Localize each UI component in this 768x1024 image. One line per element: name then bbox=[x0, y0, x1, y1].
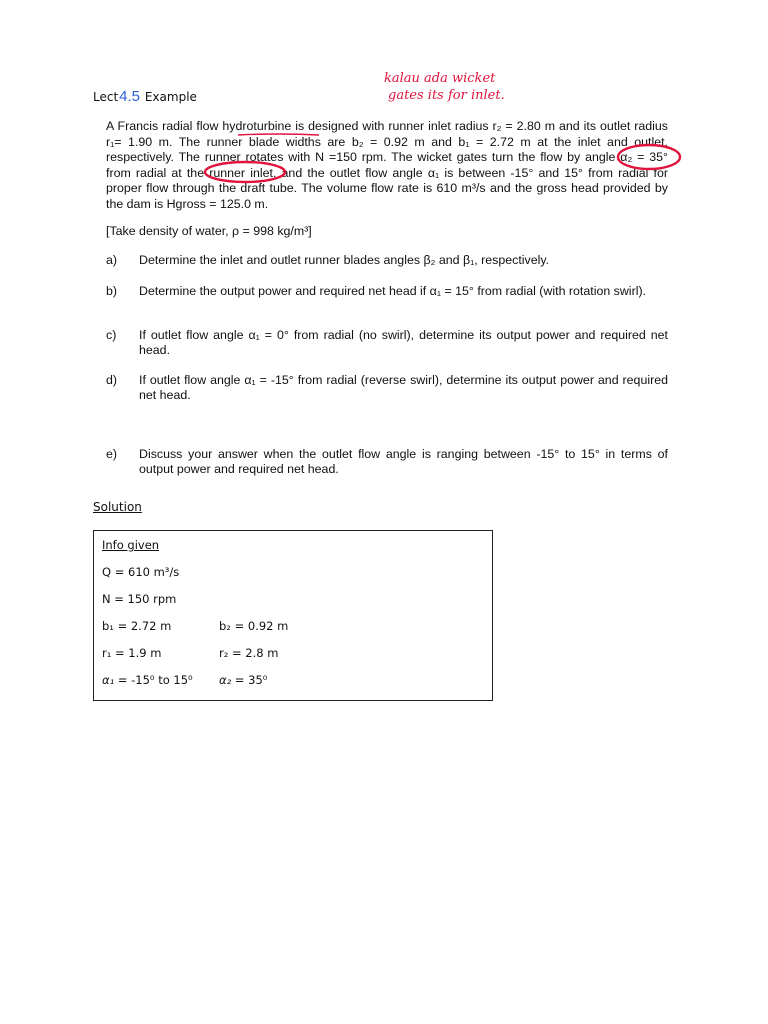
lecture-prefix: Lect bbox=[93, 90, 119, 104]
alpha1-symbol: α₁ bbox=[102, 673, 115, 687]
lecture-header bbox=[93, 88, 197, 105]
r1-value: r₁ = 1.9 m bbox=[102, 646, 162, 660]
part-a bbox=[106, 253, 668, 268]
r2-value: r₂ = 2.8 m bbox=[219, 646, 279, 660]
b2-value: b₂ = 0.92 m bbox=[219, 619, 289, 633]
lecture-suffix: Example bbox=[141, 90, 197, 104]
part-text: Determine the output power and required net head if α₁ = 15° from radial (with rotation swirl). bbox=[139, 284, 647, 298]
density-note: [Take density of water, ρ = 998 kg/m³] bbox=[106, 224, 312, 238]
part-text: Discuss your answer when the outlet flow angle is ranging between -15° to 15° in terms of output power and required net head. bbox=[139, 447, 668, 477]
solution-heading: Solution bbox=[93, 500, 142, 514]
part-text: Determine the inlet and outlet runner blades angles β₂ and β₁, respectively. bbox=[139, 253, 550, 267]
alpha1-value bbox=[102, 673, 193, 687]
flow-rate-value: Q = 610 m³/s bbox=[102, 565, 180, 579]
part-text: If outlet flow angle α₁ = 0° from radial (no swirl), determine its output power and required net head. bbox=[139, 328, 668, 358]
alpha2-angle: = 35⁰ bbox=[231, 673, 268, 687]
part-label: c) bbox=[106, 328, 117, 342]
part-b bbox=[106, 284, 668, 299]
info-given-title: Info given bbox=[102, 538, 160, 552]
info-given-box bbox=[93, 530, 493, 701]
problem-statement: A Francis radial flow hydroturbine is designed with runner inlet radius r₂ = 2.80 m and its outlet radius r₁= 1.90 m. The runner blade widths are b₂ = 0.92 m and b₁ = 2.72 m at the inlet and outlet, respectively. The runner rotates with N =150 rpm. The wicket gates turn the flow by angle α₂ = 35° from radial at the runner inlet, and the outlet flow angle α₁ is between -15° and 15° from radial for proper flow through the draft tube. The volume flow rate is 610 m³/s and the gross head provided by the dam is Hgross = 125.0 m. bbox=[106, 119, 668, 211]
b1-value: b₁ = 2.72 m bbox=[102, 619, 172, 633]
lecture-number: 4.5 bbox=[119, 88, 141, 105]
alpha2-value bbox=[219, 673, 267, 687]
alpha1-range: = -15⁰ to 15⁰ bbox=[114, 673, 193, 687]
handwritten-note-line2: gates its for inlet. bbox=[388, 88, 505, 103]
handwritten-note bbox=[384, 70, 505, 104]
alpha2-symbol: α₂ bbox=[219, 673, 232, 687]
handwritten-note-line1: kalau ada wicket bbox=[384, 71, 496, 86]
rotation-speed-value: N = 150 rpm bbox=[102, 592, 177, 606]
part-d bbox=[106, 373, 668, 404]
part-label: a) bbox=[106, 253, 118, 267]
part-c bbox=[106, 328, 668, 359]
part-e bbox=[106, 447, 668, 478]
part-text: If outlet flow angle α₁ = -15° from radial (reverse swirl), determine its output power and required net head. bbox=[139, 373, 668, 403]
part-label: d) bbox=[106, 373, 118, 387]
part-label: e) bbox=[106, 447, 118, 461]
part-label: b) bbox=[106, 284, 118, 298]
